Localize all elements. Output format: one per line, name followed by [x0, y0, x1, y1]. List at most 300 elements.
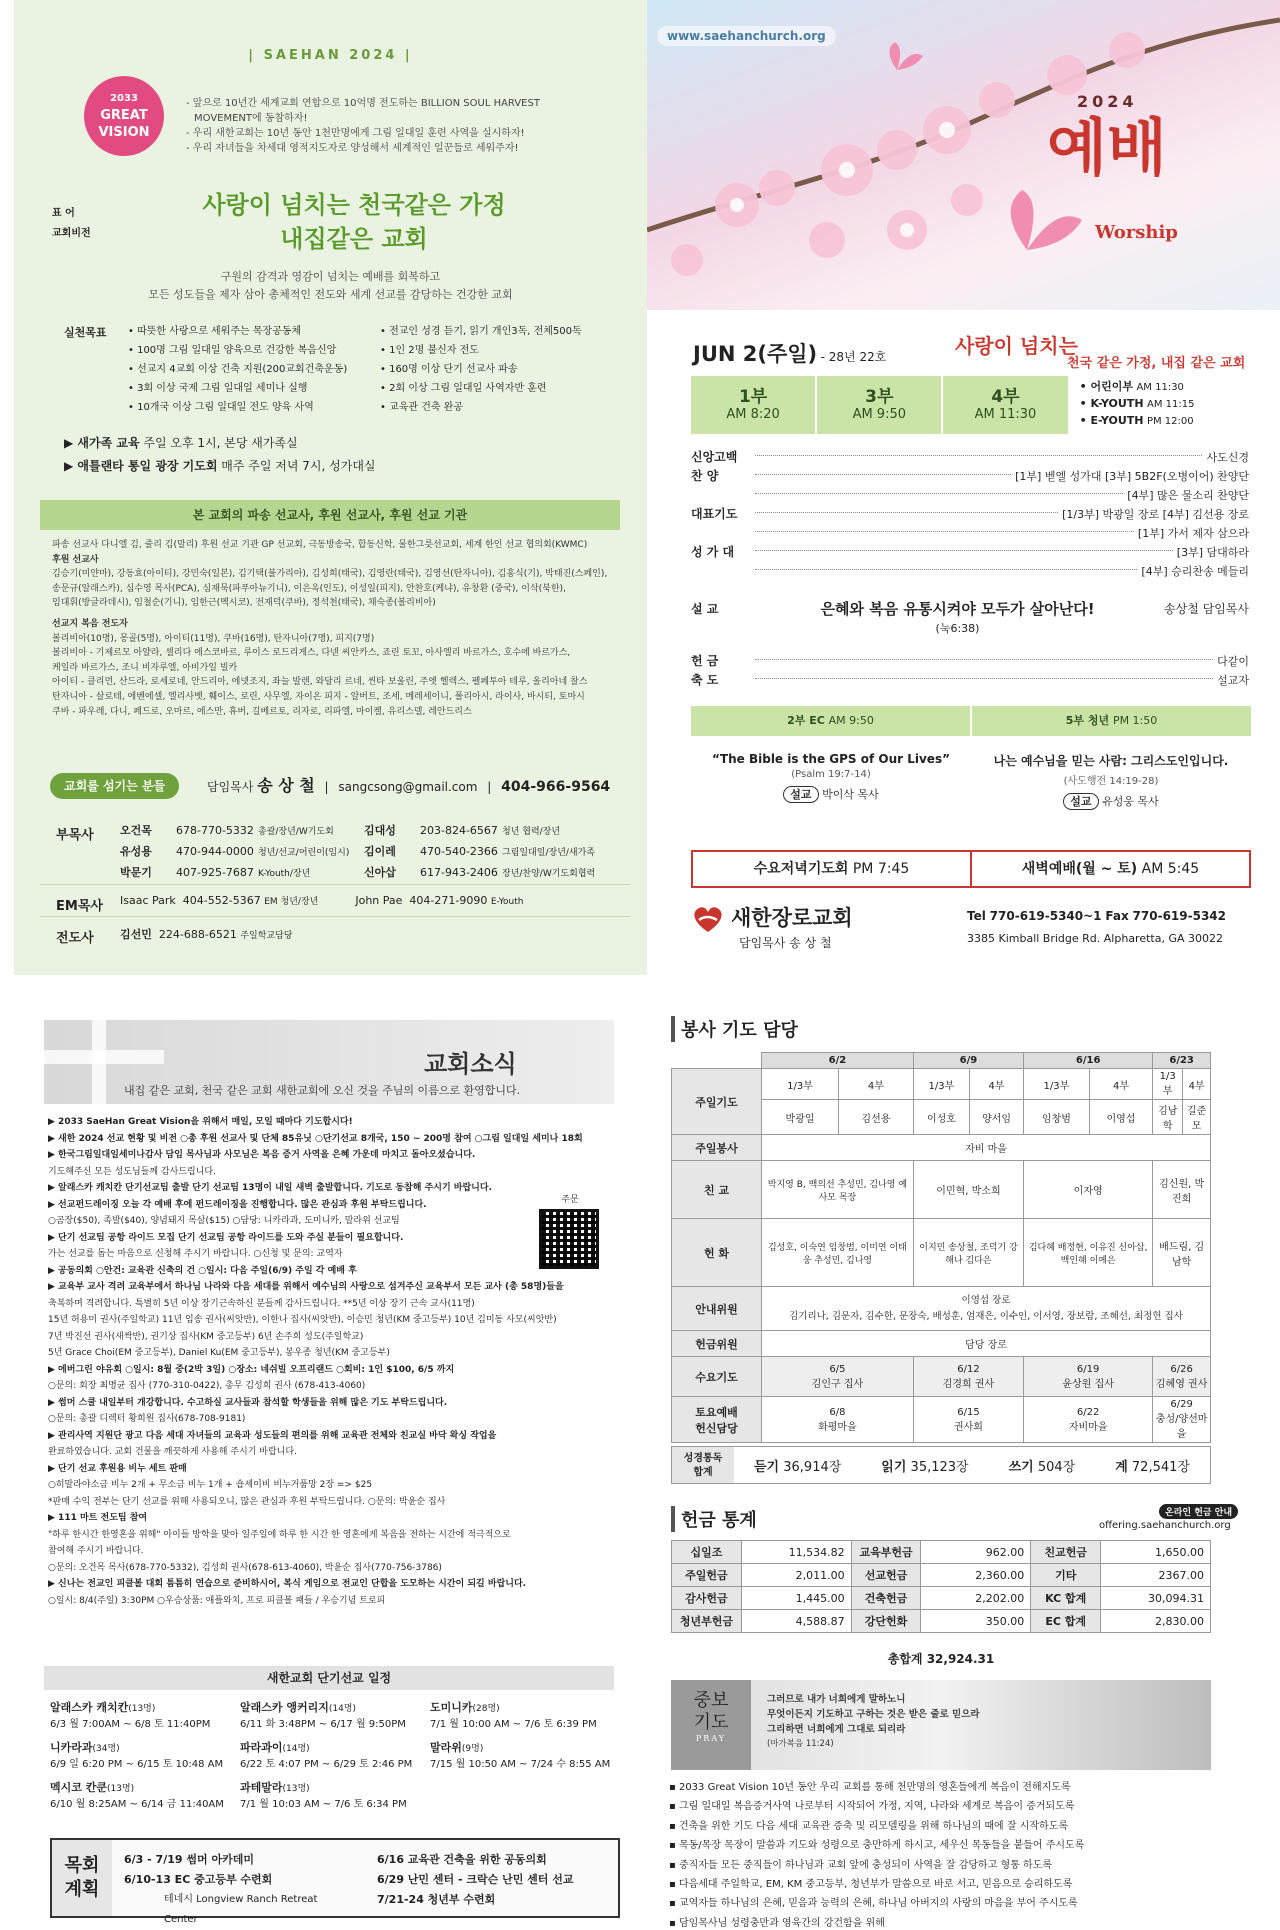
goals-label: 실천목표: [64, 326, 107, 339]
bible-stat-value: 504장: [1037, 1459, 1076, 1475]
offering-value: 2367.00: [1101, 1564, 1211, 1587]
mission-line: 볼리비아(10명), 몽골(5명), 아이티(11명), 쿠바(16명), 탄자니아(7명), 피지(7명): [52, 633, 375, 644]
sub-sermon-ec: [691, 752, 971, 802]
tel-label: Tel: [967, 909, 986, 923]
offering-value: 962.00: [921, 1541, 1031, 1564]
sermon-scripture: (눅6:38): [935, 622, 980, 635]
offering-staff-label: 헌금위원: [672, 1331, 762, 1357]
mission-line: 후원 선교사: [52, 554, 99, 565]
flower-cell: 이지민 송상철, 조덕기 강해나 김다은: [913, 1219, 1023, 1287]
mission-dates: 7/1 월 10:00 AM ~ 7/6 토 6:39 PM: [430, 1719, 597, 1730]
prayer-item: ▪ 그림 일대일 복음증거사역 나로부터 시작되어 가정, 지역, 나라와 세계로 복음이 증거되도록: [669, 1801, 1075, 1813]
sub-sermon-badge: 설교: [1063, 793, 1098, 810]
staff-tag: 교회를 섬기는 분들: [50, 773, 179, 799]
youth-service-row: [1080, 396, 1241, 413]
offering-row: [672, 1587, 1211, 1610]
prayer-item: ▪ 교역자들 하나님의 은혜, 믿음과 능력의 은혜, 하나님 아버지의 사랑의 마음을 부어 주시도록: [669, 1898, 1078, 1910]
offering-label: 교육부헌금: [851, 1541, 921, 1564]
plan-item: 7/21-24 청년부 수련회: [377, 1893, 496, 1906]
brand-label: | SAEHAN 2024 |: [248, 48, 413, 63]
prayer-banner: [671, 1680, 1211, 1770]
service-value: 자비 마을: [762, 1135, 1211, 1161]
bible-stat: [881, 1456, 968, 1475]
prayer-item: ▪ 건축을 위한 기도 다음 세대 교육관 증축 및 리모델링을 위해 하나님의 때에 잘 시작하도록: [669, 1820, 1069, 1832]
bulletin-issue: - 28년 22호: [820, 350, 887, 364]
great-vision-badge: [84, 76, 164, 156]
cover-image: [647, 0, 1280, 310]
news-line: *판매 수익 전부는 단기 선교를 위해 사용되오니, 많은 관심과 후원 부탁드립니다. ○문의: 박윤순 집사: [48, 1496, 446, 1507]
volunteer-title: 봉사 기도 담당: [671, 1016, 798, 1042]
sat-date: 6/8: [829, 1406, 846, 1418]
mission-count: (14명): [328, 1704, 357, 1714]
youth-service-time: AM 11:30: [1136, 382, 1184, 393]
offering-label: 강단헌화: [851, 1610, 921, 1633]
assoc-phone: 203-824-6567: [420, 824, 498, 837]
order-value: [1/3부] 박광일 장로 [4부] 김선용 장로: [1062, 508, 1249, 521]
mission-heading: [240, 1780, 430, 1797]
youth-services: [1070, 376, 1251, 434]
offering-value: 1,650.00: [1101, 1541, 1211, 1564]
assoc-name: 오건목: [120, 824, 152, 837]
em-row: [120, 894, 523, 909]
pastor-phone: 404-966-9564: [501, 779, 611, 795]
online-offering-badge[interactable]: 온라인 헌금 안내: [1159, 1504, 1238, 1519]
fax-label: Fax: [1105, 909, 1129, 923]
prayer-sub: 4부: [970, 1069, 1024, 1100]
pastor-label: 담임목사: [207, 780, 254, 794]
sub-services: [691, 706, 1251, 736]
evangelist-row: [120, 926, 293, 943]
news-line: ▶ 에버그린 야유회 ○일시: 8월 중(2박 3일) ○장소: 네쉬빌 오프리랜드 ○회비: 1인 $100, 6/5 까지: [48, 1364, 455, 1375]
pray-label: 중보: [693, 1690, 729, 1711]
prayer-name: 박광일: [762, 1100, 839, 1135]
assoc-role: 장년/찬양/W기도회협력: [502, 869, 596, 879]
mission-item: [430, 1740, 620, 1772]
bible-stat-value: 72,541장: [1131, 1459, 1190, 1475]
youth-service-name: 어린이부: [1090, 380, 1133, 393]
youth-service-name: K-YOUTH: [1090, 397, 1144, 410]
assoc-name: 신아삽: [364, 866, 396, 879]
weekday-name: 새벽예배(월 ~ 토): [1021, 861, 1138, 877]
service-time: AM 11:30: [974, 407, 1037, 422]
assoc-phone: 617-943-2406: [420, 866, 498, 879]
notice-title: ▶ 애틀랜타 통일 광장 기도회: [64, 459, 218, 473]
mission-line: 케일라 바르가스, 조니 비자루엘, 아비가일 빌카: [52, 662, 238, 673]
prayer-name: 길준모: [1183, 1100, 1211, 1135]
mission-line: 송문규(알래스카), 심수영 목사(PCA), 심재묵(파푸아뉴기니), 이은옥(인도), 이성일(피지), 안찬호(케냐), 유창환 (중국), 이삭(북한),: [52, 583, 566, 594]
wed-cell: [913, 1357, 1023, 1397]
order-leader: [755, 550, 1173, 551]
news-title: 교회소식: [424, 1049, 517, 1078]
assoc-role: 청년 협력/장년: [502, 827, 561, 837]
news-line: 7년 박진선 권사(새싹반), 권기상 집사(KM 중고등부) 6년 손주희 성도(주일학교): [48, 1331, 364, 1342]
motto-labels: [52, 204, 91, 244]
sat-date: 6/22: [1076, 1406, 1100, 1418]
news-line: ○문의: 회장 최명균 집사 (770-310-0422), 총무 김성희 권사 (678-413-4060): [48, 1381, 366, 1391]
vision-panel: [14, 0, 647, 975]
worship-order-row: [691, 543, 1249, 562]
online-offering-url[interactable]: offering.saehanchurch.org: [1099, 1520, 1231, 1531]
mission-line: 파송 선교사 다니엘 김, 줄리 김(말리) 후원 선교 기관 GP 선교회, 극동방송국, 합동신학, 물한그릇선교회, 세계 한인 선교 협의회(KWMC): [52, 540, 588, 550]
worship-order-row: [691, 524, 1249, 543]
sub-sermon-ref: (Psalm 19:7-14): [791, 769, 871, 780]
mission-count: (13명): [282, 1784, 310, 1794]
fax-number: 770-619-5342: [1132, 909, 1227, 923]
pastor-line: 담임목사 송 상 철 | sangcsong@gmail.com | 404-966-9564: [207, 776, 611, 795]
welcome-text: 내집 같은 교회, 천국 같은 교회 새한교회에 오신 것을 주님의 이름으로 환영합니다.: [124, 1084, 521, 1097]
offering-label: 친교헌금: [1031, 1541, 1101, 1564]
bible-stat-key: 듣기: [753, 1459, 780, 1475]
offering-value: 2,202.00: [921, 1587, 1031, 1610]
notice-title: ▶ 새가족 교육: [64, 436, 140, 450]
sat-label: [672, 1397, 762, 1443]
goals-left: [128, 322, 378, 417]
em-role: E-Youth: [490, 897, 524, 907]
church-contact: [967, 909, 1226, 923]
order-value: [1부] 가서 제자 삼으라: [1137, 527, 1249, 540]
mission-dates: 7/1 월 10:03 AM ~ 7/6 토 6:34 PM: [240, 1799, 407, 1810]
prayer-item: ▪ 중직자들 모든 중직들이 하나님과 교회 앞에 충성되이 사역을 잘 감당하고 형통 하도록: [669, 1859, 1053, 1871]
bullet-icon: •: [1079, 397, 1091, 410]
bible-stat-value: 35,123장: [910, 1459, 969, 1475]
order-value: 다같이: [1217, 655, 1249, 668]
sat-name: 권사회: [953, 1421, 983, 1433]
weekday-time: AM 5:45: [1141, 861, 1200, 877]
mission-line: 쿠바 - 파우레, 다니, 페드로, 오마르, 에스만, 휴버, 길베르토, 리자로, 리파엘, 마이켈, 유리스델, 레안드리스: [52, 706, 472, 717]
flower-cell: 배드림, 김남학: [1153, 1219, 1211, 1287]
news-line: ▶ 새한 2024 선교 현황 및 비전 ○총 후원 선교사 및 단체 85유닛 ○단기선교 8개국, 150 ~ 200명 참여 ○그림 일대일 세미나 18회: [48, 1133, 583, 1144]
sat-cell: [913, 1397, 1023, 1443]
mission-schedule: [50, 1700, 620, 1812]
order-leader: [755, 531, 1134, 532]
mission-item: [430, 1700, 620, 1732]
blossom-illustration: [647, 0, 1280, 310]
goal-item: • 1인 2명 불신자 전도: [380, 345, 479, 356]
assoc-pastor-row: [120, 841, 370, 862]
verse-ref: (마가복음 11:24): [767, 1739, 834, 1749]
offering-value: 350.00: [921, 1610, 1031, 1633]
news-line: 15년 허용미 권사(주일학교) 11년 임송 권사(씨앗반), 이한나 집사(씨앗반), 이승민 청년(KM 중고등부) 10년 김미동 사모(씨앗반): [48, 1315, 557, 1325]
assoc-phone: 678-770-5332: [176, 824, 254, 837]
verse-line: 그러므로 내가 너희에게 말하노니: [767, 1694, 906, 1705]
order-leader: [755, 474, 1011, 475]
prayer-sub: 1/3부: [762, 1069, 839, 1100]
wed-label: 수요기도: [672, 1357, 762, 1397]
volunteer-table: [671, 1052, 1211, 1443]
bible-reading: [671, 1446, 1211, 1484]
news-line: ▶ 단기 선교 후원용 비누 세트 판매: [48, 1463, 187, 1474]
website-url[interactable]: www.saehanchurch.org: [657, 26, 836, 46]
offering-value: 4,588.87: [741, 1610, 851, 1633]
bullet-icon: •: [1079, 380, 1091, 393]
worship-order-row: [691, 486, 1249, 505]
mission-name: 알래스카 앵커리지: [240, 1701, 329, 1714]
worship-order-row: [691, 505, 1249, 524]
bible-stat: [754, 1456, 841, 1475]
usher-cell: [762, 1287, 1211, 1331]
sermon-title: 은혜와 복음 유통시켜야 모두가 살아난다!: [820, 600, 1095, 618]
offering-value: 1,445.00: [741, 1587, 851, 1610]
prayer-name: 임창범: [1024, 1100, 1090, 1135]
sat-label-line: 헌신담당: [695, 1421, 738, 1435]
mission-heading: [240, 1740, 430, 1757]
sat-name: 충성/양선마을: [1155, 1414, 1208, 1440]
ministry-plan: [50, 1838, 620, 1925]
sat-label-line: 토요예배: [695, 1405, 738, 1419]
notice-new-family: [64, 432, 376, 455]
mission-dates: 6/9 일 6:20 PM ~ 6/15 토 10:48 AM: [50, 1759, 224, 1770]
flower-cell: 김성호, 이숙연 임창범, 이미연 이태웅 추성민, 김나영: [762, 1219, 914, 1287]
sermon-row: [691, 600, 1249, 638]
mission-schedule-title: 새한교회 단기선교 일정: [44, 1666, 614, 1690]
bullet-icon: •: [1079, 414, 1091, 427]
sat-name: 자비마을: [1068, 1421, 1108, 1433]
goal-item: • 따뜻한 사랑으로 세워주는 목장공동체: [128, 326, 302, 337]
service-times: [691, 376, 1251, 434]
usher-label: 안내위원: [672, 1287, 762, 1331]
news-line: ▶ 관리사역 지원단 광고 다음 세대 자녀들의 교육과 성도들의 편의를 위해 교육관 전체와 친교실 바닥 왁싱 작업을: [48, 1430, 497, 1441]
bulletin-date: JUN 2(주일): [693, 342, 818, 366]
fellowship-cell: 박지영 B, 백의선 추성민, 김나영 예사모 목장: [762, 1161, 914, 1219]
slogan-bottom: 천국 같은 가정, 내집 같은 교회: [1067, 356, 1246, 371]
order-leader: [755, 678, 1213, 679]
service-panel: [665, 1010, 1280, 1930]
cover-worship-en: Worship: [1095, 222, 1178, 243]
goal-item: • 100명 그림 일대일 양육으로 건강한 복음신앙: [128, 345, 337, 356]
flower-label: 헌 화: [672, 1219, 762, 1287]
mission-count: (13명): [106, 1784, 135, 1794]
prayer-sub: 4부: [839, 1069, 914, 1100]
service-time: AM 8:20: [726, 407, 780, 422]
prayer-name: 이성호: [913, 1100, 969, 1135]
cover-year: 2024: [1077, 92, 1138, 111]
sermon-block: [751, 600, 1164, 638]
offering-value: 2,360.00: [921, 1564, 1031, 1587]
offering-table: [671, 1540, 1211, 1633]
worship-order-end: [691, 652, 1249, 690]
service-name: 1부: [738, 387, 768, 407]
bible-label-line: 성경통독: [683, 1453, 723, 1464]
mission-line: 선교지 복음 전도자: [52, 618, 128, 629]
assoc-role: K-Youth/장년: [258, 869, 311, 879]
assoc-name: 김이레: [364, 845, 396, 858]
offering-label: 십일조: [672, 1541, 742, 1564]
assoc-name: 유성용: [120, 845, 152, 858]
assoc-pastor-row: [364, 862, 634, 883]
order-value: 설교자: [1217, 674, 1249, 687]
church-name: 새한장로교회: [731, 906, 853, 930]
wed-name: 김혜영 권사: [1155, 1378, 1208, 1390]
slogan-top: 사랑이 넘치는: [955, 334, 1078, 358]
youth-service-row: [1080, 379, 1241, 396]
prayer-label: 주일기도: [672, 1069, 762, 1135]
weekday-services: [691, 850, 1251, 888]
mission-name: 말라위: [430, 1741, 462, 1754]
notices: [64, 432, 376, 478]
bible-stat-key: 계: [1115, 1459, 1128, 1475]
news-line: ▶ 단기 선교팀 공항 라이드 모집 단기 선교팀 공항 라이드를 도와 주실 분들이 필요합니다.: [48, 1232, 404, 1243]
mission-item: [50, 1700, 240, 1732]
notice-prayer-meeting: [64, 455, 376, 478]
sat-cell: [762, 1397, 914, 1443]
wed-cell: [1024, 1357, 1153, 1397]
usher-members: 김기리나, 김문자, 김수한, 문장숙, 배성훈, 엄재은, 이수인, 이서영, 장보람, 조혜선, 최정헌 집사: [789, 1310, 1183, 1322]
offering-row: [672, 1541, 1211, 1564]
prayer-name: 김선용: [839, 1100, 914, 1135]
pray-label: 기도: [693, 1712, 729, 1733]
sat-cell: [1153, 1397, 1211, 1443]
offering-label: 건축헌금: [851, 1587, 921, 1610]
youth-service-name: E-YOUTH: [1090, 414, 1144, 427]
order-value: [1부] 벧엘 성가대 [3부] 5B2F(오병이어) 찬양단: [1015, 470, 1249, 483]
evangelist-name: 김선민: [120, 928, 152, 941]
offering-row: [672, 1610, 1211, 1633]
mission-dates: 6/3 월 7:00AM ~ 6/8 토 11:40PM: [50, 1719, 211, 1730]
sermon-pastor: 송상철 담임목사: [1164, 602, 1249, 616]
sat-date: 6/15: [957, 1406, 980, 1418]
bible-stat-value: 36,914장: [783, 1459, 842, 1475]
worship-order-row: [691, 671, 1249, 690]
news-line: ▶ 공동의회 ○안건: 교육관 신축의 건 ○일시: 다음 주일(6/9) 주일 각 예배 후: [48, 1265, 357, 1276]
offering-label: EC 합계: [1031, 1610, 1101, 1633]
offering-label: 선교헌금: [851, 1564, 921, 1587]
mission-count: (9명): [461, 1744, 484, 1754]
worship-order-row: [691, 652, 1249, 671]
qr-label: 주문: [561, 1195, 579, 1205]
service-time: AM 9:50: [852, 407, 906, 422]
news-line: "하루 한시간 한영혼을 위해" 아이들 방학을 맞아 일주일에 하루 한 시간 한 영혼에게 복음을 전하는 시간에 적극적으로: [48, 1529, 511, 1540]
plan-item: 6/16 교육관 건축을 위한 공동의회: [377, 1853, 547, 1866]
mission-dates: 7/15 월 10:50 AM ~ 7/24 수 8:55 AM: [430, 1759, 611, 1770]
service-name: 3부: [865, 387, 894, 407]
youth-service-time: PM 12:00: [1146, 416, 1194, 427]
em-name: Isaac Park: [120, 894, 176, 907]
sub-service-time: AM 9:50: [828, 714, 874, 727]
pastor-email[interactable]: sangcsong@gmail.com: [338, 780, 478, 794]
mission-count: (14명): [282, 1744, 310, 1754]
assoc-role: 청년/선교/어린이(임시): [258, 848, 350, 858]
news-line: ▶ 111 마트 전도팀 참여: [48, 1513, 148, 1523]
tel-number: 770-619-5340~1: [989, 909, 1102, 923]
mission-name: 멕시코 칸쿤: [50, 1781, 107, 1794]
assoc-left-list: [120, 820, 370, 883]
motto-line2: 내집같은 교회: [280, 224, 428, 253]
plan-item: 6/10-13 EC 중고등부 수련회: [124, 1873, 273, 1886]
sub-service-name: 5부 청년: [1065, 714, 1110, 727]
order-label: 헌 금: [691, 654, 719, 668]
bible-stat: [1115, 1456, 1190, 1475]
order-label: 찬 양: [691, 469, 719, 483]
mission-heading: [50, 1700, 240, 1717]
bible-label-line: 합계: [693, 1467, 713, 1478]
offering-value: 11,534.82: [741, 1541, 851, 1564]
mission-heading: [430, 1740, 620, 1757]
mission-line: 임대휘(방글라데시), 임철순(기니), 임한근(멕시코), 전재덕(쿠바), 정석천(태국), 채숙종(볼리비아): [52, 598, 436, 609]
news-list: [48, 1114, 648, 1609]
order-leader: [755, 455, 1202, 456]
vision-statement: [14, 268, 647, 304]
notice-text: 주일 오후 1시, 본당 새가족실: [143, 436, 298, 450]
mission-name: 과테말라: [240, 1781, 283, 1794]
vision-line: - 앞으로 10년간 세계교회 연합으로 10억명 전도하는 BILLION SOUL HARVEST: [186, 98, 540, 109]
goal-item: • 전교인 성경 듣기, 읽기 개인3독, 전체500독: [380, 326, 582, 337]
wed-name: 김경희 권사: [942, 1378, 995, 1390]
week-header: 6/23: [1153, 1053, 1211, 1069]
mission-item: [240, 1780, 430, 1812]
offering-value: 2,830.00: [1101, 1610, 1211, 1633]
evangelist-label: 전도사: [56, 931, 94, 946]
service-time-cell: [817, 376, 943, 434]
verse-line: 그리하면 너희에게 그대로 되리라: [767, 1724, 906, 1735]
news-line: ○일시: 8/4(주일) 3:30PM ○우승상품: 애플와치, 프로 피클볼 패들 / 우승기념 트로피: [48, 1595, 386, 1606]
bible-stat: [1009, 1456, 1076, 1475]
notice-text: 매주 주일 저녁 7시, 성가대실: [221, 459, 376, 473]
motto-line1: 사랑이 넘치는 천국같은 가정: [202, 190, 506, 219]
goal-item: • 2회 이상 그림 일대일 사역자반 훈련: [380, 383, 547, 394]
sub-sermon-pastor: 박이삭 목사: [822, 788, 879, 801]
order-value: [4부] 많은 물소리 찬양단: [1127, 489, 1249, 502]
plan-left: [112, 1840, 365, 1925]
sub-sermon-title: 나는 예수님을 믿는 사람: 그리스도인입니다.: [993, 754, 1229, 768]
order-label: 축 도: [691, 673, 719, 687]
news-panel: [14, 1010, 647, 1930]
news-line: 축복하며 격려합니다. 특별히 5년 이상 장기근속하신 분들께 감사드립니다. **5년 이상 장기 근속 교사(11명): [48, 1298, 475, 1309]
sub-service-name: 2부 EC: [787, 714, 825, 727]
worship-panel: [647, 0, 1280, 975]
badge-year: 2033: [110, 93, 138, 104]
mission-heading: [430, 1700, 620, 1717]
assoc-name: 박문기: [120, 866, 152, 879]
plan-item: 6/29 난민 센터 - 크락슨 난민 센터 선교: [377, 1873, 574, 1886]
prayer-sub: 4부: [1089, 1069, 1152, 1100]
vision-line: - 우리 새한교회는 10년 동안 1천만명에게 그림 일대일 훈련 사역을 실시하자!: [186, 128, 525, 139]
mission-item: [240, 1700, 430, 1732]
news-line: ▶ 신나는 전교인 피클볼 대회 틈틈히 연습으로 준비하시어, 복식 게임으로 전교인 단합을 도모하는 시간이 되길 바랍니다.: [48, 1579, 527, 1589]
pray-label-block: [671, 1680, 751, 1770]
mission-count: (13명): [128, 1704, 156, 1714]
news-header: [44, 1020, 614, 1104]
mission-heading: [50, 1740, 240, 1757]
church-address: 3385 Kimball Bridge Rd. Alpharetta, GA 30022: [967, 932, 1224, 945]
pastor-name: 송 상 철: [257, 776, 315, 795]
news-line: ○히말라야소금 비누 2개 + 무소금 비누 1개 + 숍세이비 비누거품망 2장 => $25: [48, 1480, 373, 1490]
sub-service-ec: [691, 706, 972, 736]
plan-right: [365, 1840, 618, 1916]
prayer-name: 이영섭: [1089, 1100, 1152, 1135]
offering-title: 헌금 통계: [671, 1506, 757, 1532]
mission-line: 아이티 - 클리먼, 산드라, 로세로네, 안드리아, 에넷조지, 좌늘 발렌, 와달리 르네, 씬타 보울린, 주엣 헬렉스, 펠페투아 테루, 올리아네 찰스: [52, 677, 588, 688]
mission-header: 본 교회의 파송 선교사, 후원 선교사, 후원 선교 기관: [40, 500, 620, 530]
sub-sermon-youth: [971, 752, 1251, 809]
bible-stat-key: 읽기: [881, 1459, 907, 1475]
prayer-name: 김남학: [1153, 1100, 1183, 1135]
mission-name: 도미니카: [430, 1701, 473, 1714]
vision-statement-line: 구원의 감격과 영감이 넘치는 예배를 회복하고: [220, 270, 441, 283]
em-phone: 404-271-9090: [409, 894, 488, 907]
news-line: ○문의: 총괄 디렉터 황희원 집사(678-708-9181): [48, 1414, 246, 1424]
mission-name: 알래스카 캐치칸: [50, 1701, 129, 1714]
mission-item: [50, 1780, 240, 1812]
vision-line: MOVEMENT에 동참하자!: [194, 113, 308, 124]
wed-name: 김인구 집사: [811, 1378, 864, 1390]
verse-line: 무엇이든지 기도하고 구하는 것은 받은 줄로 믿으라: [767, 1709, 980, 1720]
usher-head: 이영섭 장로: [961, 1294, 1011, 1306]
offering-label: 청년부헌금: [672, 1610, 742, 1633]
news-line: 참여해 주시기 바랍니다.: [48, 1546, 144, 1556]
mission-line: 김승기(미얀마), 강동효(아이티), 강민숙(일본), 김기택(불가리아), 김성희(태국), 김영란(태국), 김영선(탄자니아), 김홍식(기), 박태진(스페인),: [52, 569, 608, 580]
service-time-cell: [691, 376, 817, 434]
offering-label: 기타: [1031, 1564, 1101, 1587]
